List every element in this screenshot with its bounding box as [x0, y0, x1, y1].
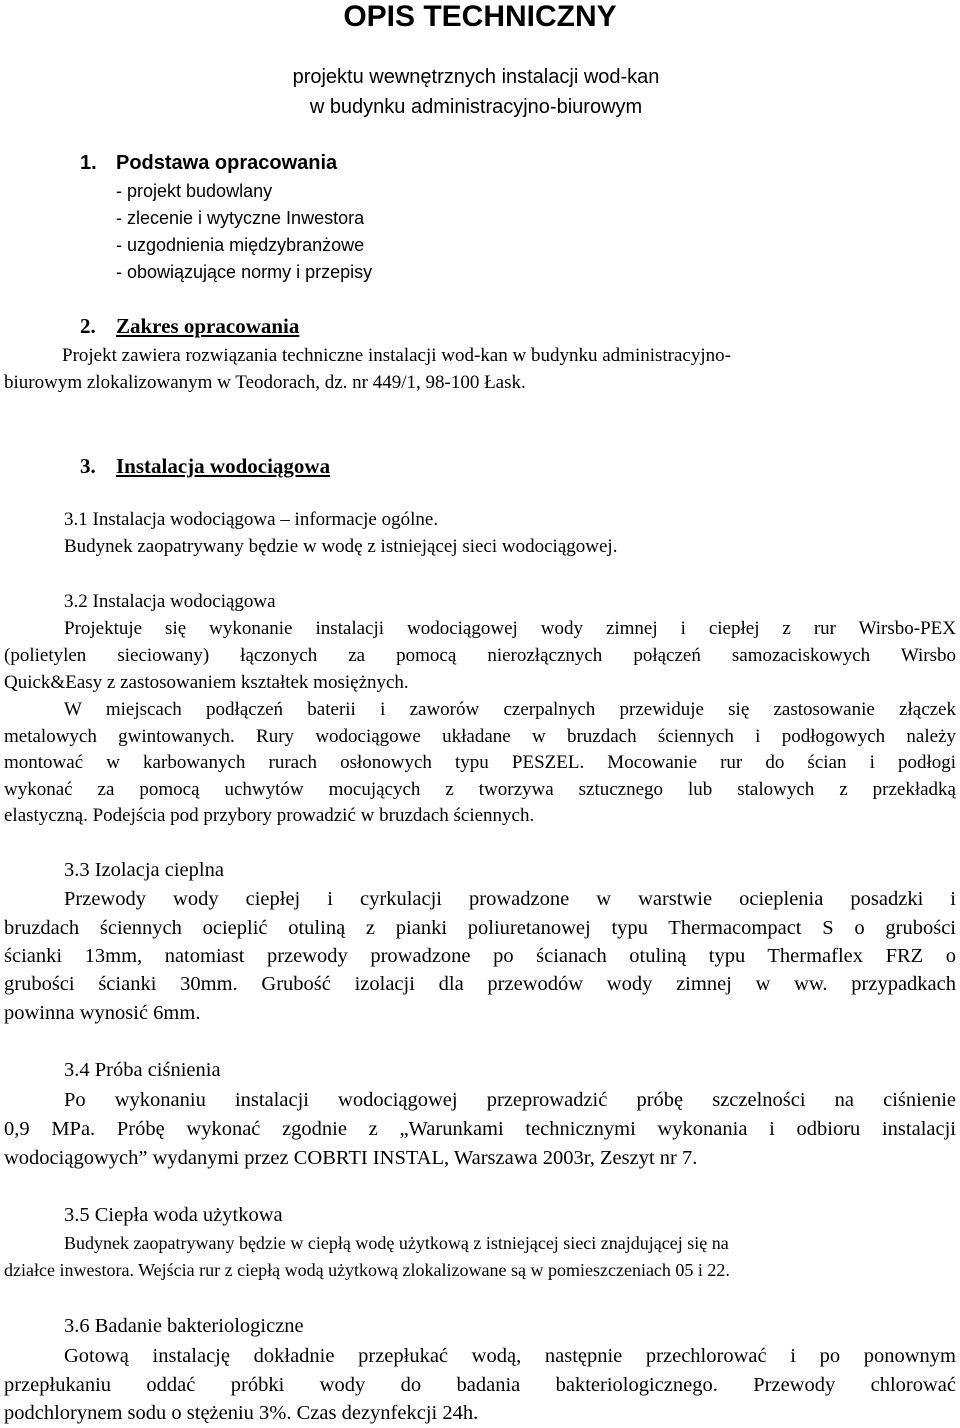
subsection-3-3-line: ścianki 13mm, natomiast przewody prowadzone po ścianach otuliną typu Thermaflex FRZ o — [4, 945, 956, 967]
section-1-item: - obowiązujące normy i przepisy — [116, 262, 373, 282]
section-2-heading-text: Zakres opracowania — [116, 314, 300, 338]
subsection-3-5-line: działce inwestora. Wejścia rur z ciepłą wodą użytkową zlokalizowane są w pomieszczeniach 05 i 22. — [4, 1260, 730, 1280]
subsection-3-2-line: (polietylen sieciowany) łączonych za pomocą nierozłącznych połączeń samozaciskowych Wirsbo — [4, 645, 956, 666]
subsection-3-6-line: przepłukaniu oddać próbki wody do badania bakteriologicznego. Przewody chlorować — [4, 1374, 956, 1396]
section-2-line: Projekt zawiera rozwiązania techniczne instalacji wod-kan w budynku administracyjno- — [62, 345, 731, 366]
subtitle-line-1: projektu wewnętrznych instalacji wod-kan — [292, 66, 660, 88]
subsection-3-4-line: Po wykonaniu instalacji wodociągowej przeprowadzić próbę szczelności na ciśnienie — [64, 1089, 956, 1111]
subtitle-line-2: w budynku administracyjno-biurowym — [309, 96, 643, 118]
subsection-3-2-line: wykonać za pomocą uchwytów mocujących z tworzywa sztucznego lub stalowych z przekładką — [4, 779, 956, 800]
subsection-3-3-heading: 3.3 Izolacja cieplna — [64, 859, 224, 881]
section-3-number: 3. — [80, 454, 96, 478]
subsection-3-2-line: Projektuje się wykonanie instalacji wodociągowej wody zimnej i ciepłej z rur Wirsbo-PEX — [64, 618, 956, 639]
subsection-3-6-line: Gotową instalację dokładnie przepłukać wodą, następnie przechlorować i po ponownym — [64, 1345, 956, 1367]
section-2-line: biurowym zlokalizowanym w Teodorach, dz. nr 449/1, 98-100 Łask. — [4, 372, 526, 393]
subsection-3-2-line: Quick&Easy z zastosowaniem kształtek mosiężnych. — [4, 672, 409, 693]
document-title: OPIS TECHNICZNY — [343, 0, 617, 33]
section-1-item: - zlecenie i wytyczne Inwestora — [116, 208, 365, 228]
section-3-heading-text: Instalacja wodociągowa — [116, 454, 331, 478]
subsection-3-4-heading: 3.4 Próba ciśnienia — [64, 1059, 221, 1081]
subsection-3-6-heading: 3.6 Badanie bakteriologiczne — [64, 1315, 304, 1337]
section-3-heading — [116, 456, 330, 477]
subsection-3-2-line: metalowych gwintowanych. Rury wodociągowe układane w bruzdach ściennych i podłogowych należy — [4, 726, 956, 747]
subsection-3-2-heading: 3.2 Instalacja wodociągowa — [64, 591, 276, 612]
subsection-3-2-line: montować w karbowanych rurach osłonowych typu PESZEL. Mocowanie rur do ścian i podłogi — [4, 752, 956, 773]
subsection-3-4-line: 0,9 MPa. Próbę wykonać zgodnie z „Warunkami technicznymi wykonania i odbioru instalacji — [4, 1118, 956, 1140]
subsection-3-2-line: W miejscach podłączeń baterii i zaworów czerpalnych przewiduje się zastosowanie złączek — [64, 699, 956, 720]
section-1-item: - projekt budowlany — [116, 181, 273, 201]
section-1-heading: Podstawa opracowania — [116, 152, 338, 174]
subsection-3-3-line: Przewody wody ciepłej i cyrkulacji prowadzone w warstwie ocieplenia posadzki i — [64, 888, 956, 910]
subsection-3-3-line: grubości ścianki 30mm. Grubość izolacji dla przewodów wody zimnej w ww. przypadkach — [4, 973, 956, 995]
section-2-number: 2. — [80, 314, 96, 338]
subsection-3-6-line: podchlorynem sodu o stężeniu 3%. Czas dezynfekcji 24h. — [4, 1402, 479, 1424]
subsection-3-5-heading: 3.5 Ciepła woda użytkowa — [64, 1204, 283, 1226]
section-1-number: 1. — [80, 152, 97, 174]
section-1-item: - uzgodnienia międzybranżowe — [116, 235, 365, 255]
subsection-3-1-heading: 3.1 Instalacja wodociągowa – informacje ogólne. — [64, 509, 439, 530]
subsection-3-2-line: elastyczną. Podejścia pod przybory prowadzić w bruzdach ściennych. — [4, 805, 535, 826]
section-2-heading — [116, 316, 299, 337]
subsection-3-3-line: powinna wynosić 6mm. — [4, 1002, 201, 1024]
subsection-3-5-line: Budynek zaopatrywany będzie w ciepłą wodę użytkową z istniejącej sieci znajdującej się na — [64, 1233, 729, 1253]
subsection-3-1-line: Budynek zaopatrywany będzie w wodę z istniejącej sieci wodociągowej. — [64, 536, 618, 557]
subsection-3-3-line: bruzdach ściennych ocieplić otuliną z pianki poliuretanowej typu Thermacompact S o grubości — [4, 917, 956, 939]
subsection-3-4-line: wodociągowych” wydanymi przez COBRTI INSTAL, Warszawa 2003r, Zeszyt nr 7. — [4, 1147, 698, 1169]
